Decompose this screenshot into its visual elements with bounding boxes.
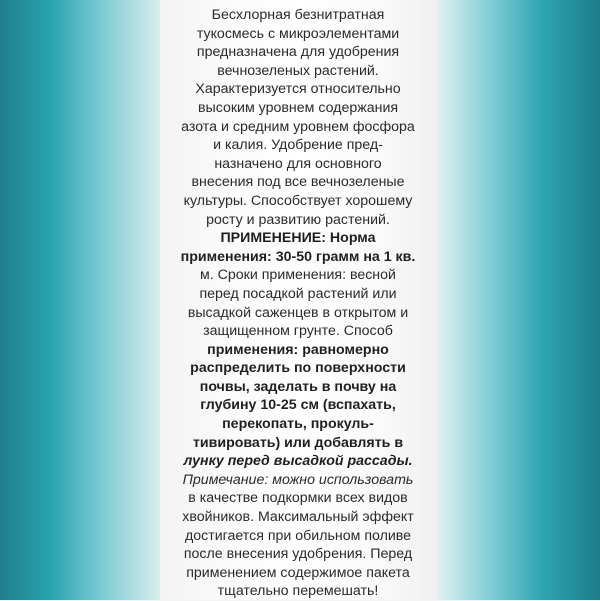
text-line: распределить по поверхности — [190, 360, 406, 377]
text-line: в качестве подкормки всех видов — [188, 490, 408, 507]
text-line: высадкой саженцев в открытом и — [187, 304, 409, 321]
text-line: применения: 30-50 грамм на 1 кв. — [180, 248, 416, 265]
text-line: глубину 10-25 см (вспахать, — [200, 397, 396, 414]
text-line: хвойников. Максимальный эффект — [182, 509, 414, 526]
text-line: применения: равномерно — [207, 341, 389, 358]
text-line: достигается при обильном поливе — [184, 527, 412, 544]
text-line: вечнозеленых растений. — [217, 62, 379, 79]
label-text-block — [178, 6, 418, 601]
package-edge-right — [438, 0, 600, 600]
text-line: тивировать) или добавлять в — [192, 434, 404, 451]
text-line: почвы, заделать в почву на — [199, 378, 397, 395]
text-line: назначено для основного — [214, 155, 382, 172]
text-line: Характеризуется относительно — [195, 81, 401, 98]
text-line: предназначена для удобрения — [196, 44, 400, 61]
text-line: Примечание: можно использовать — [182, 471, 414, 488]
text-line: ПРИМЕНЕНИЕ: Норма — [220, 230, 376, 247]
text-line: внесения под все вечнозеленые — [191, 174, 405, 191]
text-line: защищенном грунте. Способ — [203, 323, 393, 340]
text-line: азота и средним уровнем фосфора — [181, 118, 415, 135]
text-line: м. Сроки применения: весной — [200, 267, 396, 284]
text-line: тукосмесь с микроэлементами — [196, 25, 400, 42]
text-line: и калия. Удобрение пред- — [213, 137, 383, 154]
text-line: перекопать, прокуль- — [222, 416, 374, 433]
text-line: применением содержимое пакета — [186, 564, 410, 581]
text-line: росту и развитию растений. — [206, 211, 390, 228]
text-line: лунку перед высадкой рассады. — [183, 453, 413, 470]
text-line: тщательно перемешать! — [217, 583, 379, 600]
package-edge-left — [0, 0, 160, 600]
text-line: перед посадкой растений или — [199, 285, 397, 302]
text-line: культуры. Способствует хорошему — [183, 192, 413, 209]
text-line: Бесхлорная безнитратная — [211, 7, 385, 23]
text-line: высоким уровнем содержания — [197, 99, 399, 116]
text-line: после внесения удобрения. Перед — [183, 546, 413, 563]
